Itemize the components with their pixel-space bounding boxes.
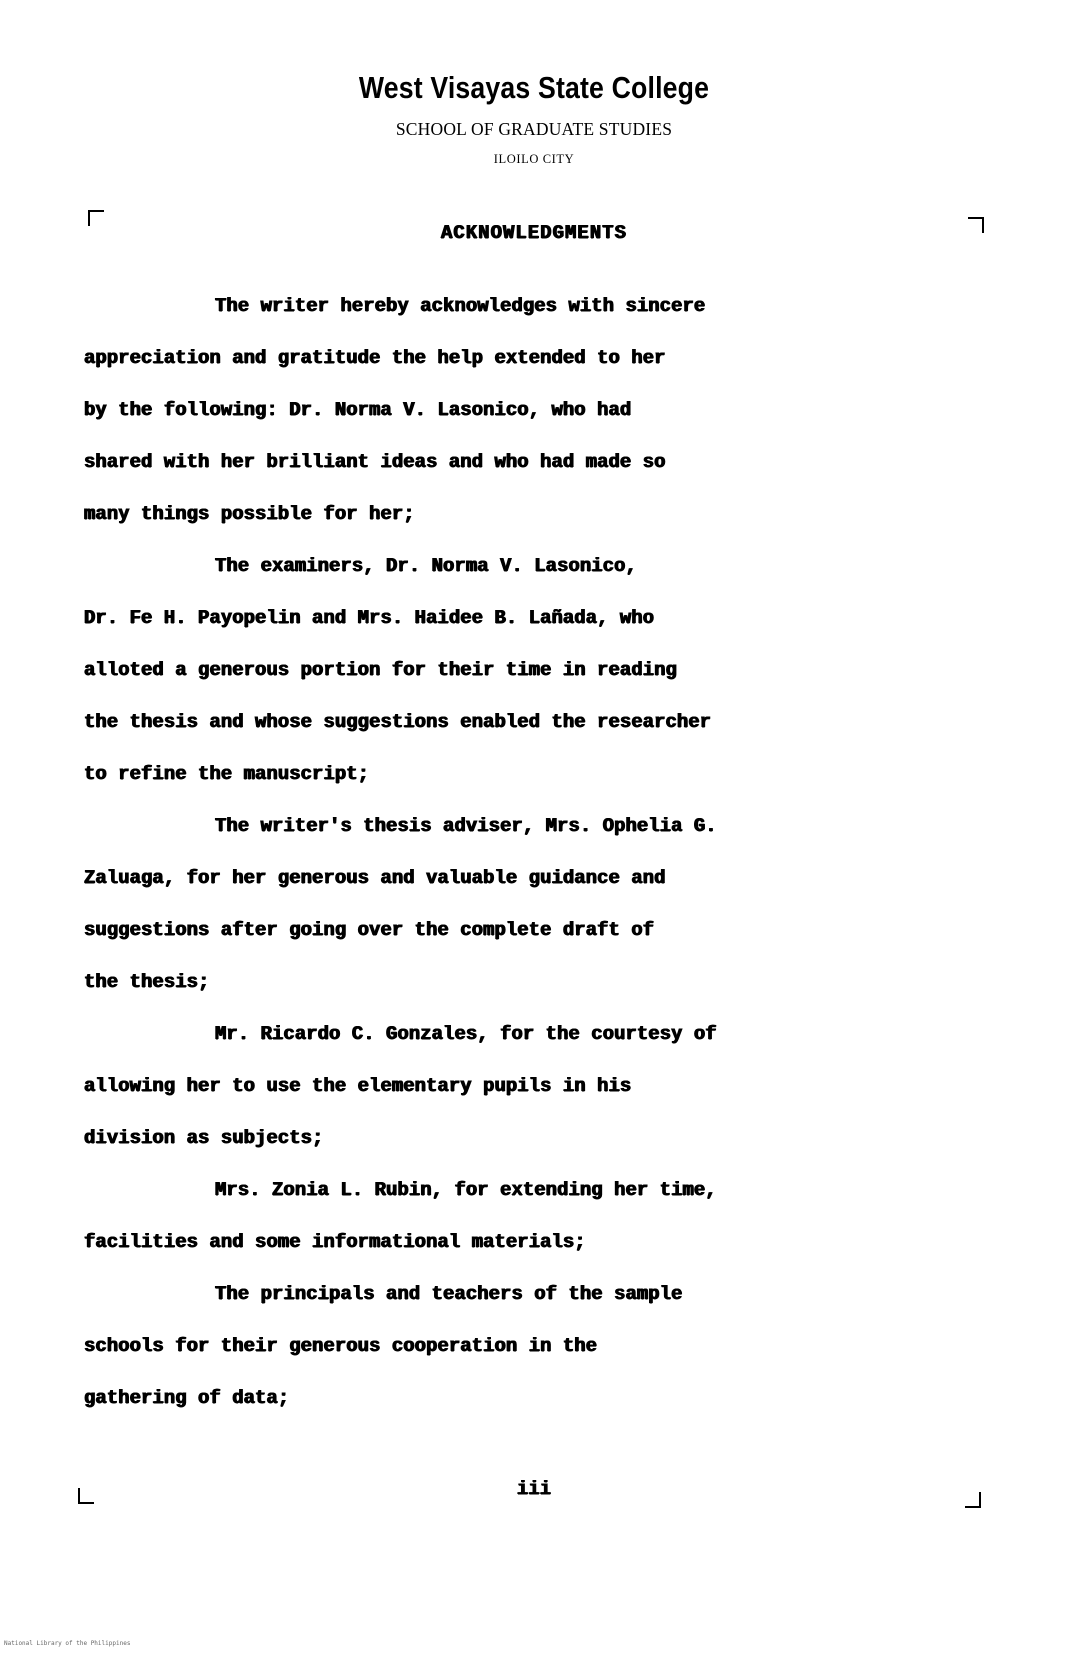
text-line: by the following: Dr. Norma V. Lasonico, who had [84,399,632,421]
text-line: The writer's thesis adviser, Mrs. Ophelia G. [215,815,717,837]
text-line: division as subjects; [84,1127,324,1149]
page-number: iii [516,1478,552,1500]
paragraph [84,556,964,816]
paragraph [84,296,964,556]
text-line: The examiners, Dr. Norma V. Lasonico, [215,555,637,577]
text-line: The principals and teachers of the sample [215,1283,683,1305]
paragraph [84,1180,964,1284]
paragraph [84,816,964,1024]
text-line: allowing her to use the elementary pupils in his [84,1075,632,1097]
text-line: Mrs. Zonia L. Rubin, for extending her time, [215,1179,717,1201]
acknowledgment-body [84,296,964,1440]
text-line: Zaluaga, for her generous and valuable guidance and [84,867,666,889]
text-line: gathering of data; [84,1387,290,1409]
scan-footer: National Library of the Philippines [4,1640,131,1647]
paragraph [84,1024,964,1180]
text-line: the thesis and whose suggestions enabled the researcher [84,711,712,733]
text-line: the thesis; [84,971,210,993]
paragraph [84,1284,964,1440]
text-line: facilities and some informational materials; [84,1231,586,1253]
text-line: alloted a generous portion for their time in reading [84,659,677,681]
text-line: shared with her brilliant ideas and who had made so [84,451,666,473]
text-line: The writer hereby acknowledges with sincere [215,295,706,317]
school-name: SCHOOL OF GRADUATE STUDIES [395,119,673,139]
text-line: to refine the manuscript; [84,763,370,785]
text-line: Mr. Ricardo C. Gonzales, for the courtesy of [215,1023,717,1045]
city-name: ILOILO CITY [493,152,575,166]
text-line: schools for their generous cooperation in the [84,1335,598,1357]
text-line: many things possible for her; [84,503,415,525]
text-line: suggestions after going over the complete draft of [84,919,655,941]
text-line: appreciation and gratitude the help extended to her [84,347,666,369]
page-title: ACKNOWLEDGMENTS [440,222,628,244]
text-line: Dr. Fe H. Payopelin and Mrs. Haidee B. Lañada, who [84,607,655,629]
institution-name: West Visayas State College [358,70,710,105]
